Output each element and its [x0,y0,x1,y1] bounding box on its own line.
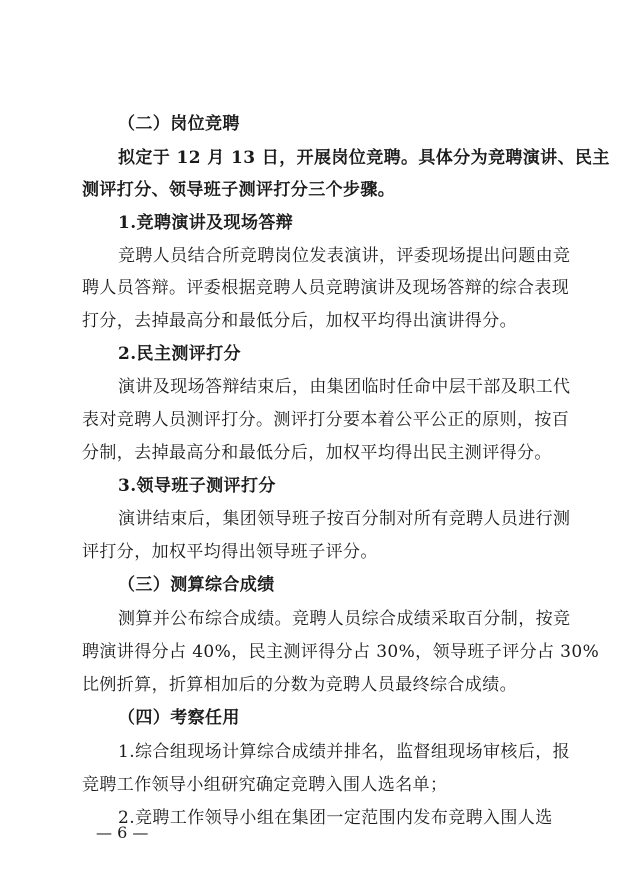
paragraph-line: 聘演讲得分占 40%，民主测评得分占 30%，领导班子评分占 30% [82,642,600,662]
subsection-heading-3: 3.领导班子测评打分 [118,476,276,496]
paragraph-line: 演讲及现场答辩结束后，由集团临时任命中层干部及职工代 [118,377,571,397]
paragraph-line: 拟定于 12 月 13 日，开展岗位竞聘。具体分为竞聘演讲、民主 [118,148,610,168]
paragraph-line: 表对竞聘人员测评打分。测评打分要本着公平公正的原则，按百 [82,410,570,430]
subsection-heading-1: 1.竞聘演讲及现场答辩 [118,213,294,233]
section-heading-3: （三）测算综合成绩 [118,575,275,595]
paragraph-line: 聘人员答辩。评委根据竞聘人员竞聘演讲及现场答辩的综合表现 [82,278,570,298]
section-heading-4: （四）考察任用 [118,708,240,728]
paragraph-line: 打分，去掉最高分和最低分后，加权平均得出演讲得分。 [82,311,517,331]
paragraph-line: 竞聘工作领导小组研究确定竞聘入围人选名单； [82,775,448,795]
paragraph-line: 竞聘人员结合所竞聘岗位发表演讲，评委现场提出问题由竞 [118,246,571,266]
paragraph-line: 比例折算，折算相加后的分数为竞聘人员最终综合成绩。 [82,675,517,695]
section-heading-2: （二）岗位竞聘 [118,114,240,134]
page-number: — 6 — [96,823,149,842]
paragraph-line: 分制，去掉最高分和最低分后，加权平均得出民主测评得分。 [82,443,552,463]
subsection-heading-2: 2.民主测评打分 [118,344,241,364]
paragraph-line: 演讲结束后，集团领导班子按百分制对所有竞聘人员进行测 [118,509,571,529]
paragraph-line: 1.综合组现场计算综合成绩并排名，监督组现场审核后，报 [118,742,571,762]
paragraph-line: 评打分，加权平均得出领导班子评分。 [82,542,378,562]
paragraph-line: 2.竞聘工作领导小组在集团一定范围内发布竞聘入围人选 [118,808,553,828]
paragraph-line: 测评打分、领导班子测评打分三个步骤。 [82,180,396,200]
paragraph-line: 测算并公布综合成绩。竞聘人员综合成绩采取百分制，按竞 [118,609,571,629]
